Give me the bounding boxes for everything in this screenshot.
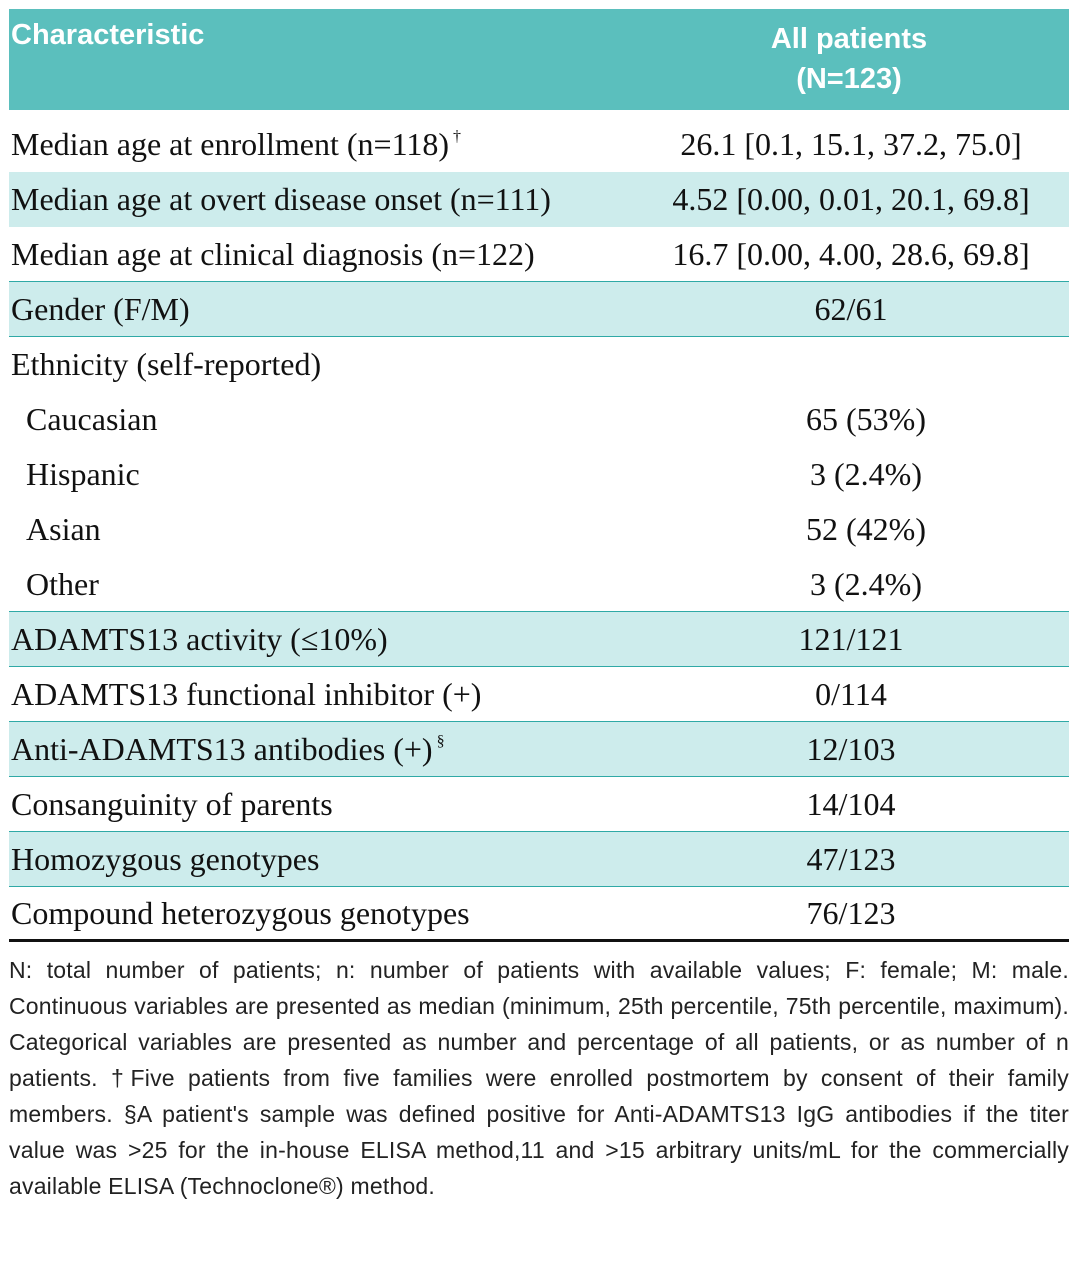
table-row xyxy=(9,172,1069,227)
table-row xyxy=(9,337,1069,392)
row-value: 3 (2.4%) xyxy=(810,565,922,602)
row-label: Homozygous genotypes xyxy=(11,840,320,877)
table-row xyxy=(9,832,1069,887)
row-value: 47/123 xyxy=(806,840,896,877)
table-row xyxy=(9,557,1069,612)
header-all-patients-line1: All patients xyxy=(770,23,928,55)
row-value: 52 (42%) xyxy=(806,511,926,547)
row-label: Median age at overt disease onset (n=111) xyxy=(11,181,551,217)
row-label: Consanguinity of parents xyxy=(11,785,333,822)
table-row xyxy=(9,282,1069,337)
table-row xyxy=(9,667,1069,722)
row-label: Anti-ADAMTS13 antibodies (+) xyxy=(11,730,433,767)
table-row xyxy=(9,392,1069,447)
header-all-patients-line2: (N=123) xyxy=(796,63,902,95)
row-value: 14/104 xyxy=(806,785,896,822)
row-label: Gender (F/M) xyxy=(11,290,190,327)
dagger-footnote-mark: † xyxy=(453,128,462,145)
row-label: Caucasian xyxy=(26,401,158,437)
row-label: Median age at enrollment (n=118) xyxy=(11,126,450,162)
table-row xyxy=(9,612,1069,667)
row-value: 16.7 [0.00, 4.00, 28.6, 69.8] xyxy=(672,235,1030,272)
row-label: Hispanic xyxy=(26,456,140,492)
row-value: 121/121 xyxy=(798,620,904,657)
row-value: 4.52 [0.00, 0.01, 20.1, 69.8] xyxy=(672,181,1030,217)
table-row xyxy=(9,227,1069,282)
row-value: 65 (53%) xyxy=(806,401,926,437)
table-header xyxy=(9,9,1069,110)
row-label: Other xyxy=(26,565,99,602)
row-value: 26.1 [0.1, 15.1, 37.2, 75.0] xyxy=(680,126,1022,162)
table-row xyxy=(9,447,1069,502)
table-row xyxy=(9,117,1069,172)
row-value: 76/123 xyxy=(806,894,896,931)
row-label: Compound heterozygous genotypes xyxy=(11,894,470,931)
row-value: 3 (2.4%) xyxy=(810,456,922,492)
table-row xyxy=(9,777,1069,832)
row-value: 0/114 xyxy=(815,675,887,712)
row-label: Median age at clinical diagnosis (n=122) xyxy=(11,235,535,272)
header-characteristic: Characteristic xyxy=(11,19,205,51)
row-value: 62/61 xyxy=(814,290,888,327)
header-all-patients xyxy=(649,19,1049,99)
row-label: ADAMTS13 functional inhibitor (+) xyxy=(11,675,482,712)
row-label: Ethnicity (self-reported) xyxy=(11,346,322,382)
row-label: ADAMTS13 activity (≤10%) xyxy=(11,620,388,657)
row-value: 12/103 xyxy=(806,730,896,767)
table-footnote: N: total number of patients; n: number of patients with available values; F: female; M: male. Continuous variables are presented as median (minimum, 25th percentile, 75th percentile, maximum). Categorical variables are presented as number and percentage of all patients, or as number of n patients. †Five patients from five families were enrolled postmortem by consent of their family members. §A patient's sample was defined positive for Anti-ADAMTS13 IgG antibodies if the titer value was >25 for the in-house ELISA method,11 and >15 arbitrary units/mL for the commercially available ELISA (Technoclone®) method. xyxy=(9,957,1069,1199)
table-row xyxy=(9,722,1069,777)
table-row xyxy=(9,887,1069,942)
table-row xyxy=(9,502,1069,557)
characteristics-table xyxy=(9,9,1069,1204)
section-footnote-mark: § xyxy=(436,732,445,750)
row-label: Asian xyxy=(26,511,101,547)
table-body xyxy=(9,117,1069,942)
